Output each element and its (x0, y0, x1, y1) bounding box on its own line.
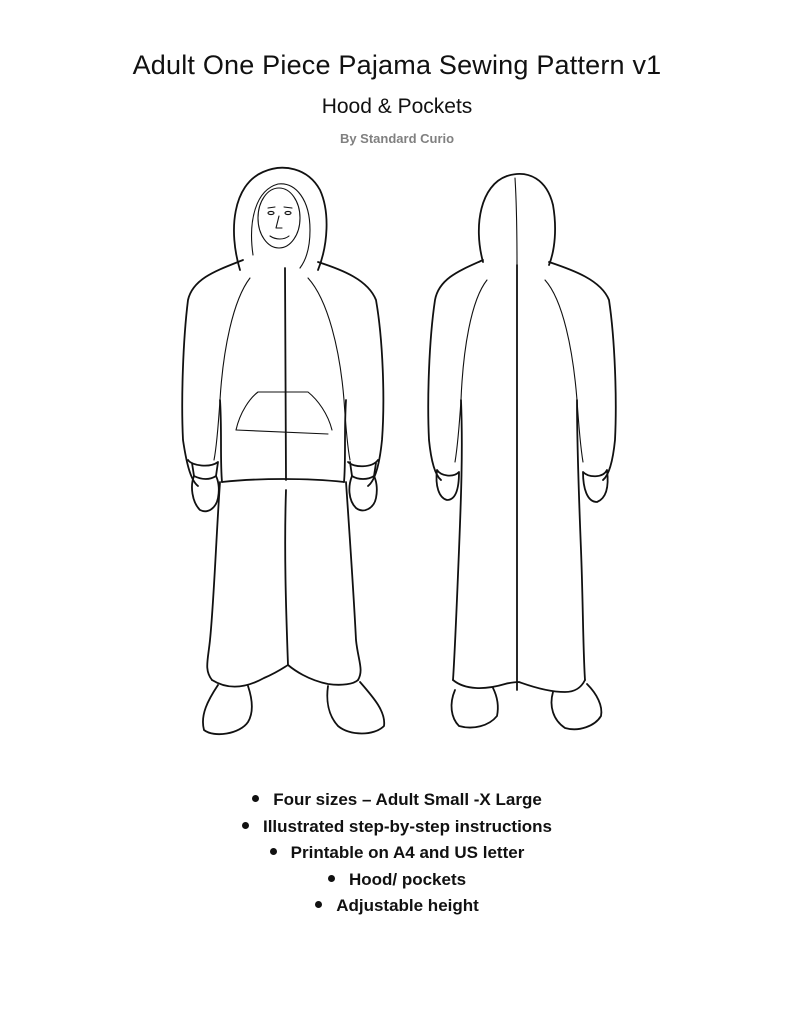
hooded-onesie-back-icon (425, 170, 625, 740)
bullet-icon (270, 848, 277, 855)
page-title: Adult One Piece Pajama Sewing Pattern v1 (132, 50, 662, 80)
back-view-illustration (425, 170, 625, 740)
feature-text: Adjustable height (336, 896, 479, 915)
bullet-icon (242, 822, 249, 829)
feature-item (0, 893, 794, 920)
author-byline: By Standard Curio (339, 131, 455, 146)
feature-item (0, 814, 794, 841)
page-subtitle: Hood & Pockets (321, 95, 473, 118)
feature-item (0, 840, 794, 867)
feature-item (0, 787, 794, 814)
bullet-icon (252, 795, 259, 802)
feature-item (0, 867, 794, 894)
feature-text: Hood/ pockets (348, 869, 467, 889)
feature-text: Illustrated step-by-step instructions (262, 816, 553, 836)
feature-text: Four sizes – Adult Small -X Large (273, 790, 542, 809)
feature-text: Printable on A4 and US letter (290, 843, 525, 862)
feature-list (0, 787, 794, 920)
bullet-icon (328, 875, 335, 882)
front-view-illustration (178, 160, 398, 745)
person-in-hooded-onesie-front-icon (178, 160, 398, 745)
bullet-icon (315, 901, 322, 908)
